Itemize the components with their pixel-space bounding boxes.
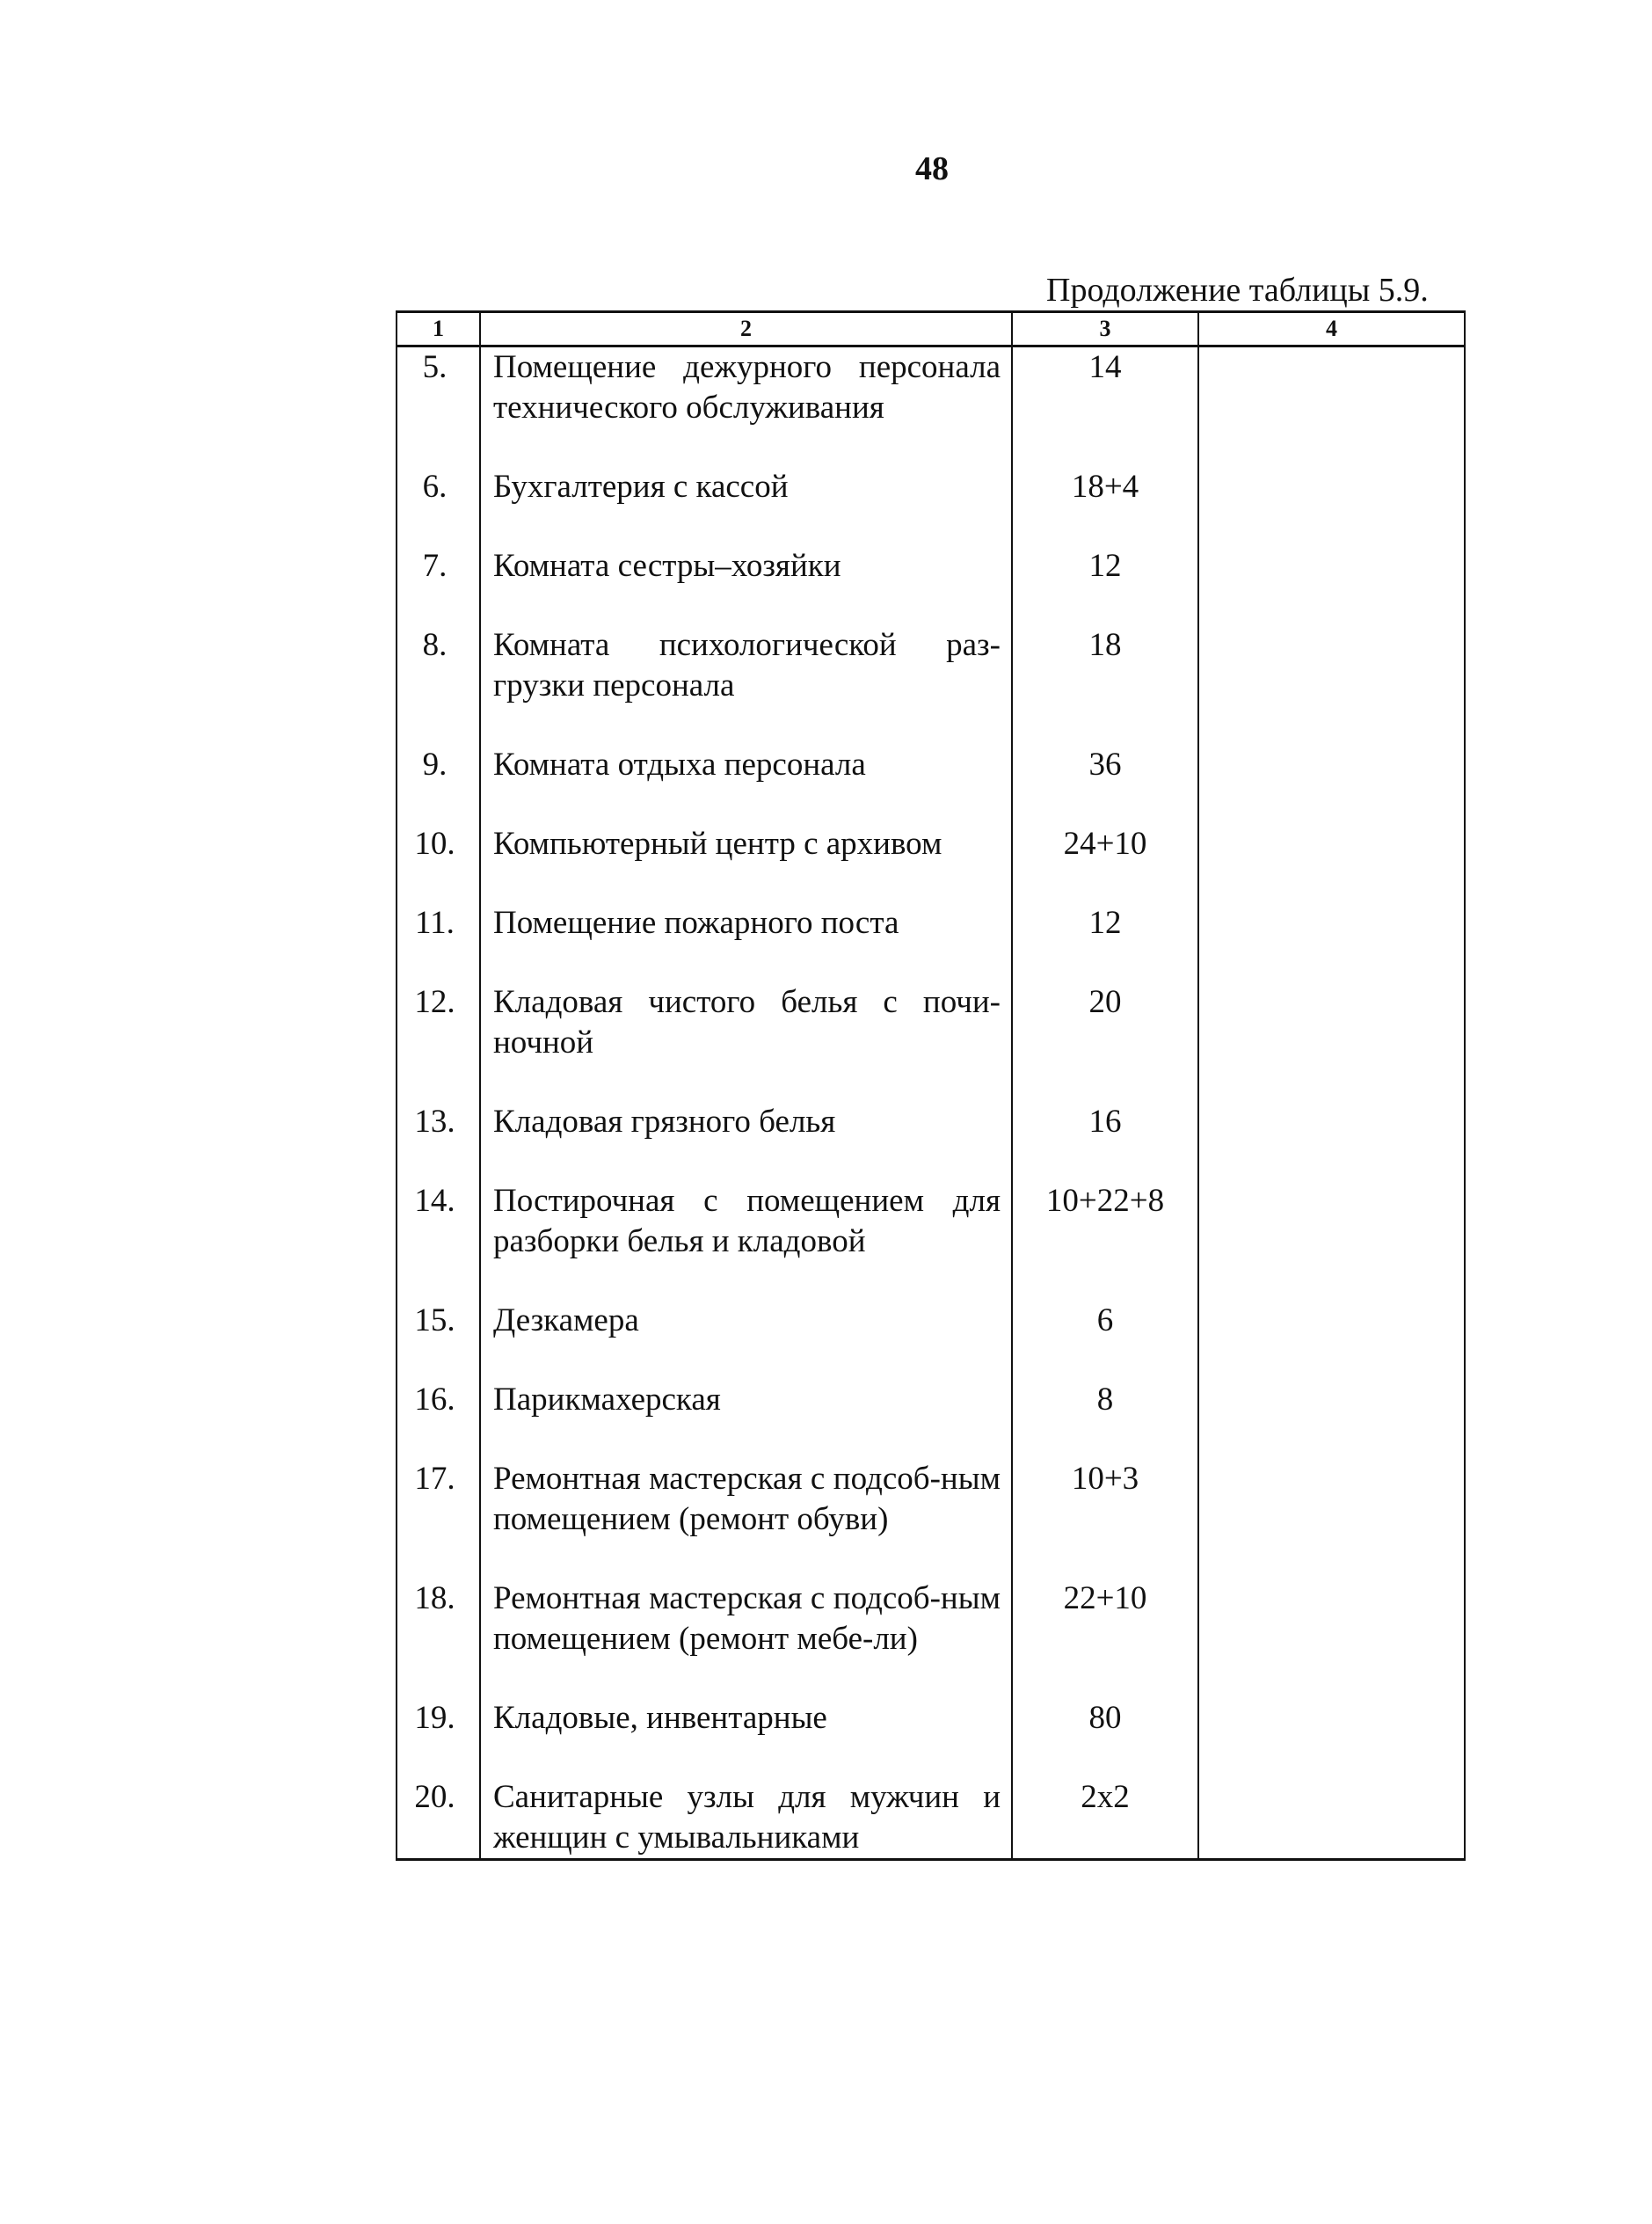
- table-row: [397, 745, 1465, 824]
- table-row: [397, 1579, 1465, 1698]
- room-name: Кладовая чистого белья с почи-ночной: [480, 982, 1012, 1102]
- room-area: 6: [1012, 1301, 1198, 1380]
- room-name: Кладовые, инвентарные: [480, 1698, 1012, 1777]
- room-note: [1198, 1579, 1465, 1698]
- table-row: [397, 903, 1465, 982]
- room-note: [1198, 1698, 1465, 1777]
- row-number: 12.: [397, 982, 480, 1102]
- row-number: 16.: [397, 1380, 480, 1459]
- room-name: Комната отдыха персонала: [480, 745, 1012, 824]
- room-name: Санитарные узлы для мужчин и женщин с умывальниками: [480, 1777, 1012, 1860]
- page-number: 48: [915, 150, 949, 187]
- room-name: Комната сестры–хозяйки: [480, 546, 1012, 625]
- table-row: [397, 467, 1465, 546]
- table-row: [397, 1777, 1465, 1860]
- room-name: Ремонтная мастерская с подсоб-ным помещением (ремонт мебе-ли): [480, 1579, 1012, 1698]
- room-area: 18+4: [1012, 467, 1198, 546]
- room-name: Ремонтная мастерская с подсоб-ным помещением (ремонт обуви): [480, 1459, 1012, 1579]
- room-area: 16: [1012, 1102, 1198, 1181]
- row-number: 18.: [397, 1579, 480, 1698]
- row-number: 14.: [397, 1181, 480, 1301]
- room-area: 14: [1012, 346, 1198, 468]
- room-name: Постирочная с помещением для разборки белья и кладовой: [480, 1181, 1012, 1301]
- room-name: Помещение пожарного поста: [480, 903, 1012, 982]
- room-area: 12: [1012, 903, 1198, 982]
- row-number: 7.: [397, 546, 480, 625]
- table-row: [397, 1459, 1465, 1579]
- room-area: 10+3: [1012, 1459, 1198, 1579]
- room-note: [1198, 1181, 1465, 1301]
- room-note: [1198, 1380, 1465, 1459]
- room-area: 22+10: [1012, 1579, 1198, 1698]
- table-row: [397, 1102, 1465, 1181]
- room-note: [1198, 1102, 1465, 1181]
- room-area: 18: [1012, 625, 1198, 745]
- table-caption: Продолжение таблицы 5.9.: [1046, 272, 1429, 309]
- table-row: [397, 982, 1465, 1102]
- room-name: Кладовая грязного белья: [480, 1102, 1012, 1181]
- row-number: 10.: [397, 824, 480, 903]
- room-note: [1198, 467, 1465, 546]
- room-note: [1198, 546, 1465, 625]
- room-area: 36: [1012, 745, 1198, 824]
- room-area: 20: [1012, 982, 1198, 1102]
- room-name: Бухгалтерия с кассой: [480, 467, 1012, 546]
- room-name: Помещение дежурного персонала технического обслуживания: [480, 346, 1012, 468]
- table-row: [397, 625, 1465, 745]
- header-col-1: 1: [397, 312, 480, 346]
- room-name: Дезкамера: [480, 1301, 1012, 1380]
- room-area: 2x2: [1012, 1777, 1198, 1860]
- room-note: [1198, 1459, 1465, 1579]
- row-number: 19.: [397, 1698, 480, 1777]
- row-number: 13.: [397, 1102, 480, 1181]
- row-number: 15.: [397, 1301, 480, 1380]
- row-number: 17.: [397, 1459, 480, 1579]
- table-row: [397, 346, 1465, 468]
- room-name: Парикмахерская: [480, 1380, 1012, 1459]
- room-area: 10+22+8: [1012, 1181, 1198, 1301]
- header-col-3: 3: [1012, 312, 1198, 346]
- room-note: [1198, 625, 1465, 745]
- room-note: [1198, 745, 1465, 824]
- row-number: 11.: [397, 903, 480, 982]
- table-row: [397, 1698, 1465, 1777]
- header-col-4: 4: [1198, 312, 1465, 346]
- room-area: 24+10: [1012, 824, 1198, 903]
- room-note: [1198, 346, 1465, 468]
- room-note: [1198, 1777, 1465, 1860]
- row-number: 5.: [397, 346, 480, 468]
- table-row: [397, 1380, 1465, 1459]
- header-col-2: 2: [480, 312, 1012, 346]
- room-note: [1198, 824, 1465, 903]
- room-note: [1198, 1301, 1465, 1380]
- row-number: 8.: [397, 625, 480, 745]
- room-note: [1198, 903, 1465, 982]
- table-body: [397, 346, 1465, 1860]
- table-row: [397, 1301, 1465, 1380]
- room-area: 8: [1012, 1380, 1198, 1459]
- table-row: [397, 1181, 1465, 1301]
- room-area: 12: [1012, 546, 1198, 625]
- row-number: 6.: [397, 467, 480, 546]
- table-row: [397, 824, 1465, 903]
- room-note: [1198, 982, 1465, 1102]
- table-header-row: [397, 312, 1465, 346]
- row-number: 9.: [397, 745, 480, 824]
- table-row: [397, 546, 1465, 625]
- row-number: 20.: [397, 1777, 480, 1860]
- rooms-table: [396, 310, 1466, 1861]
- room-area: 80: [1012, 1698, 1198, 1777]
- room-name: Комната психологической раз-грузки персонала: [480, 625, 1012, 745]
- room-name: Компьютерный центр с архивом: [480, 824, 1012, 903]
